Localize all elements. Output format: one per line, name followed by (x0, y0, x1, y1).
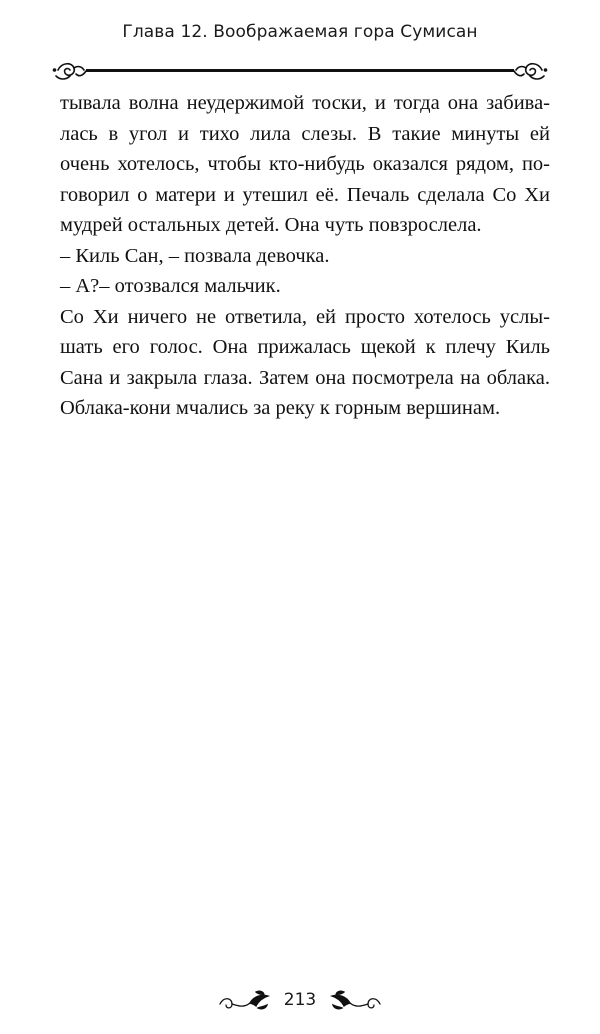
text-line: Облака-кони мчались за реку к горным вершинам. (60, 397, 501, 419)
body-text (60, 88, 550, 424)
text-line: очень хотелось, чтобы кто-нибудь оказался рядом, по- (60, 153, 550, 175)
text-line: мудрей остальных детей. Она чуть повзрослела. (60, 214, 482, 236)
text-line: тывала волна неудержимой тоски, и тогда она забива- (60, 92, 550, 114)
text-line: – Киль Сан, – позвала девочка. (60, 244, 330, 267)
text-line: – А?– отозвался мальчик. (60, 275, 281, 297)
text-line: говорил о матери и утешил её. Печаль сделала Со Хи (60, 183, 550, 206)
text-line: шать его голос. Она прижалась щекой к плечу Киль (60, 336, 550, 358)
text-line: лась в угол и тихо лила слезы. В такие минуты ей (60, 122, 550, 145)
text-line: Со Хи ничего не ответила, ей просто хотелось услы- (60, 305, 550, 328)
page-number: 213 (283, 990, 317, 1010)
right-flourish-icon (328, 986, 384, 1014)
text-line: Сана и закрыла глаза. Затем она посмотрела на облака. (60, 366, 550, 389)
ornamental-divider-icon (52, 56, 548, 86)
left-flourish-icon (216, 986, 272, 1014)
page-header-title: Глава 12. Воображаемая гора Сумисан (122, 22, 478, 42)
page-footer (0, 980, 600, 1020)
